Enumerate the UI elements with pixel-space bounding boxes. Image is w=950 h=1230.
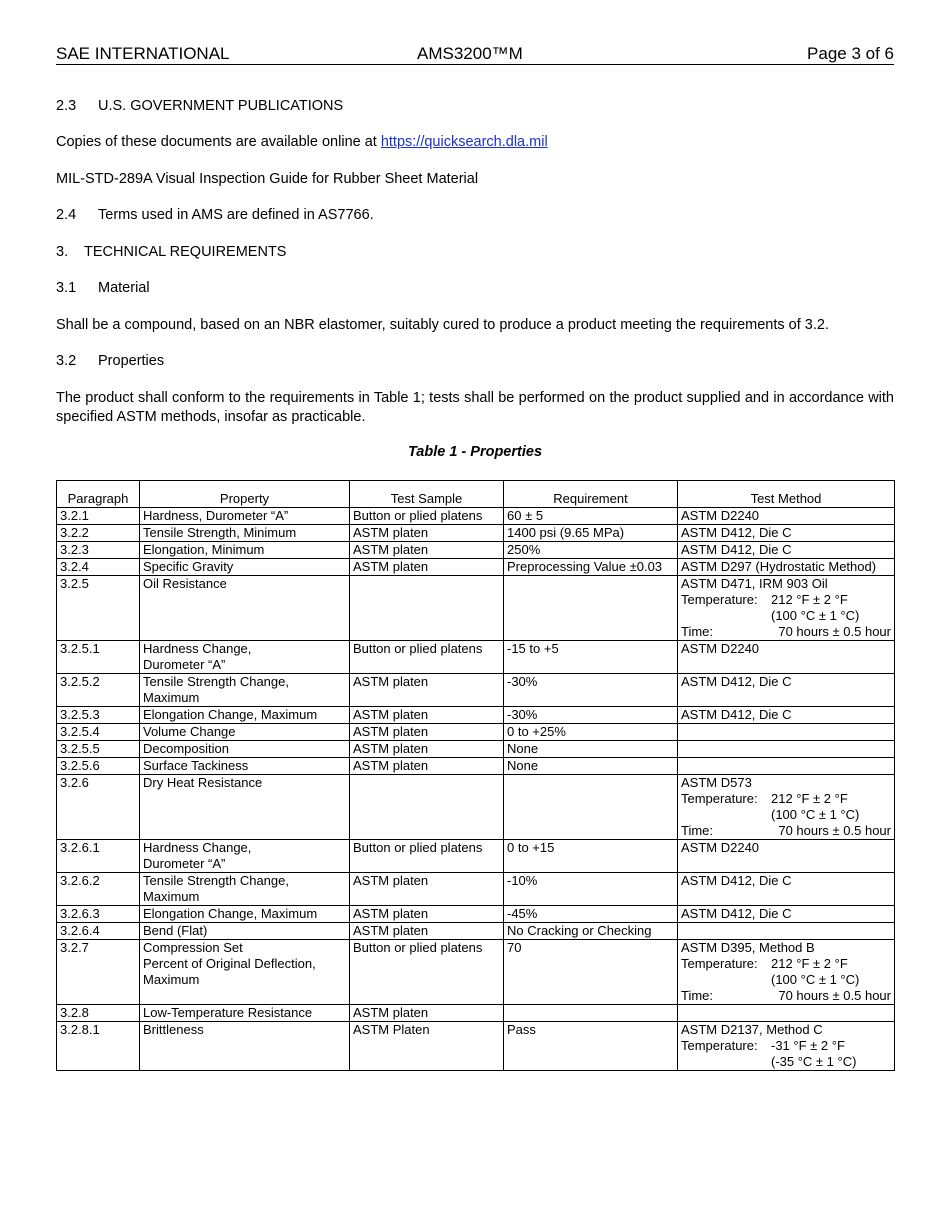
method-line: ASTM D412, Die C [681,873,792,888]
table-row [57,724,895,741]
cell-test-sample: ASTM platen [350,923,504,940]
condition-label [681,807,771,823]
header-test-sample: Test Sample [350,481,504,508]
cell-requirement: 70 [504,940,678,1005]
table-row [57,1022,895,1071]
section-number: 3.2 [56,353,77,369]
dla-link[interactable]: https://quicksearch.dla.mil [380,134,548,150]
property-line: Volume Change [143,724,236,739]
cell-requirement [504,576,678,641]
cell-test-method [678,542,895,559]
method-line [681,758,891,774]
cell-test-sample: ASTM platen [350,707,504,724]
cell-property [140,840,350,873]
cell-test-sample [350,576,504,641]
method-line: ASTM D2240 [681,508,760,523]
condition-label: Time: [681,988,714,1003]
page-header [56,44,894,65]
method-line: ASTM D412, Die C [681,707,792,722]
cell-property [140,707,350,724]
cell-requirement: Pass [504,1022,678,1071]
method-condition [681,956,891,972]
section-3-heading [56,244,286,260]
section-title: TECHNICAL REQUIREMENTS [84,244,287,260]
property-line: Elongation Change, Maximum [143,906,318,921]
section-number: 3.1 [56,280,77,296]
cell-property [140,724,350,741]
condition-label [681,608,771,624]
condition-label: Time: [681,624,714,639]
cell-paragraph: 3.2.2 [57,525,140,542]
cell-test-method [678,724,895,741]
method-condition [681,624,891,640]
method-condition [681,988,891,1004]
condition-value: 212 °F ± 2 °F [771,592,848,607]
table-row [57,775,895,840]
table-row [57,508,895,525]
cell-requirement: 1400 psi (9.65 MPa) [504,525,678,542]
cell-requirement [504,1005,678,1022]
cell-test-method [678,906,895,923]
method-line [681,724,891,740]
section-number: 2.3 [56,98,77,114]
condition-label: Time: [681,823,714,838]
cell-test-sample [350,775,504,840]
section-title: Properties [98,353,165,369]
method-condition [681,791,891,807]
property-line: Decomposition [143,741,229,756]
cell-requirement: None [504,758,678,775]
cell-property [140,923,350,940]
method-line [681,741,891,757]
section-number: 3. [56,244,69,260]
property-line: Elongation, Minimum [143,542,265,557]
cell-requirement: Preprocessing Value ±0.03 [504,559,678,576]
cell-paragraph: 3.2.6.2 [57,873,140,906]
cell-test-method [678,1005,895,1022]
method-condition [681,807,891,823]
cell-requirement: 60 ± 5 [504,508,678,525]
property-line: Hardness Change, [143,641,252,656]
cell-property [140,758,350,775]
cell-paragraph: 3.2.5.6 [57,758,140,775]
property-line: Brittleness [143,1022,204,1037]
table-row [57,576,895,641]
cell-requirement: -30% [504,707,678,724]
property-line: Bend (Flat) [143,923,208,938]
property-line: Elongation Change, Maximum [143,707,318,722]
cell-test-sample: Button or plied platens [350,840,504,873]
method-line: ASTM D412, Die C [681,525,792,540]
table-row [57,741,895,758]
property-line: Durometer “A” [143,856,226,871]
condition-value: (100 °C ± 1 °C) [771,972,860,987]
method-condition [681,823,891,839]
table-row [57,1005,895,1022]
cell-test-sample: ASTM platen [350,724,504,741]
cell-requirement: None [504,741,678,758]
properties-table [56,480,895,1071]
table-row [57,641,895,674]
cell-paragraph: 3.2.6.4 [57,923,140,940]
property-line: Tensile Strength, Minimum [143,525,297,540]
property-line: Tensile Strength Change, [143,873,289,888]
cell-paragraph: 3.2.5.1 [57,641,140,674]
section-title: U.S. GOVERNMENT PUBLICATIONS [98,98,344,114]
cell-paragraph: 3.2.7 [57,940,140,1005]
cell-requirement [504,775,678,840]
header-page-number: Page 3 of 6 [807,44,894,63]
header-property: Property [140,481,350,508]
table-row [57,923,895,940]
cell-requirement: 250% [504,542,678,559]
condition-value: -31 °F ± 2 °F [771,1038,845,1053]
property-line: Durometer “A” [143,657,226,672]
method-line [681,1005,891,1021]
cell-test-method [678,873,895,906]
method-line: ASTM D297 (Hydrostatic Method) [681,559,877,574]
condition-value: (-35 °C ± 1 °C) [771,1054,857,1069]
cell-requirement: No Cracking or Checking [504,923,678,940]
cell-test-method [678,940,895,1005]
property-line: Hardness Change, [143,840,252,855]
cell-test-method [678,741,895,758]
cell-test-method [678,576,895,641]
section-3-2-heading [56,353,164,369]
property-line: Surface Tackiness [143,758,249,773]
cell-property [140,641,350,674]
cell-test-method [678,1022,895,1071]
header-test-method: Test Method [678,481,895,508]
cell-paragraph: 3.2.5.2 [57,674,140,707]
section-title: Material [98,280,150,296]
table-row [57,559,895,576]
section-2-4 [56,207,374,223]
condition-value: (100 °C ± 1 °C) [771,807,860,822]
property-line: Hardness, Durometer “A” [143,508,289,523]
table-row [57,906,895,923]
condition-label: Temperature: [681,1038,758,1053]
table-row [57,674,895,707]
cell-paragraph: 3.2.5.3 [57,707,140,724]
cell-test-sample: Button or plied platens [350,940,504,1005]
cell-paragraph: 3.2.8.1 [57,1022,140,1071]
condition-value: 212 °F ± 2 °F [771,791,848,806]
condition-value: 70 hours ± 0.5 hour [778,988,891,1003]
table-row [57,707,895,724]
cell-test-method [678,641,895,674]
property-line: Low-Temperature Resistance [143,1005,313,1020]
property-line: Maximum [143,690,200,705]
cell-test-sample: Button or plied platens [350,508,504,525]
cell-test-method [678,775,895,840]
condition-label: Temperature: [681,956,758,971]
table-row [57,758,895,775]
cell-test-method [678,923,895,940]
method-condition [681,972,891,988]
mil-std-reference: MIL-STD-289A Visual Inspection Guide for Rubber Sheet Material [56,171,479,187]
cell-test-method [678,840,895,873]
cell-requirement: -30% [504,674,678,707]
property-line: Compression Set [143,940,243,955]
material-paragraph: Shall be a compound, based on an NBR elastomer, suitably cured to produce a product meeting the requirements of 3.2. [56,317,829,333]
header-requirement: Requirement [504,481,678,508]
cell-test-sample: ASTM platen [350,542,504,559]
cell-property [140,906,350,923]
cell-property [140,559,350,576]
method-line: ASTM D2240 [681,641,760,656]
properties-paragraph: The product shall conform to the requirements in Table 1; tests shall be performed on the product supplied and in accordance with specified ASTM methods, insofar as practicable. [56,390,894,425]
method-line: ASTM D412, Die C [681,542,792,557]
cell-test-sample: ASTM platen [350,873,504,906]
cell-test-method [678,525,895,542]
cell-test-method [678,674,895,707]
cell-property [140,525,350,542]
header-doc-number: AMS3200™M [417,44,523,63]
cell-property [140,775,350,840]
cell-test-sample: ASTM platen [350,741,504,758]
property-line: Percent of Original Deflection, [143,956,316,971]
cell-paragraph: 3.2.5.4 [57,724,140,741]
cell-property [140,873,350,906]
cell-property [140,1022,350,1071]
cell-test-sample: ASTM platen [350,674,504,707]
property-line: Maximum [143,972,200,987]
cell-property [140,576,350,641]
cell-paragraph: 3.2.6 [57,775,140,840]
property-line: Specific Gravity [143,559,234,574]
condition-label [681,1054,771,1070]
cell-paragraph: 3.2.4 [57,559,140,576]
property-line: Maximum [143,889,200,904]
cell-property [140,741,350,758]
property-line: Oil Resistance [143,576,227,591]
table-row [57,840,895,873]
method-line: ASTM D2240 [681,840,760,855]
method-line: ASTM D471, IRM 903 Oil [681,576,828,591]
table-header-row [57,481,895,508]
cell-test-sample: ASTM platen [350,758,504,775]
cell-requirement: 0 to +25% [504,724,678,741]
section-text: Terms used in AMS are defined in AS7766. [98,207,374,223]
table-row [57,940,895,1005]
condition-value: (100 °C ± 1 °C) [771,608,860,623]
cell-test-method [678,758,895,775]
cell-property [140,508,350,525]
property-line: Dry Heat Resistance [143,775,263,790]
section-2-3-heading [56,98,343,114]
cell-test-sample: ASTM platen [350,1005,504,1022]
cell-test-sample: ASTM Platen [350,1022,504,1071]
cell-paragraph: 3.2.3 [57,542,140,559]
cell-requirement: -45% [504,906,678,923]
method-line: ASTM D412, Die C [681,674,792,689]
header-org: SAE INTERNATIONAL [56,44,230,63]
cell-test-sample: ASTM platen [350,906,504,923]
cell-test-sample: ASTM platen [350,559,504,576]
cell-test-method [678,508,895,525]
property-line: Tensile Strength Change, [143,674,289,689]
condition-label: Temperature: [681,592,758,607]
cell-paragraph: 3.2.5 [57,576,140,641]
table-row [57,542,895,559]
cell-requirement: -15 to +5 [504,641,678,674]
method-condition [681,1038,891,1054]
table-row [57,525,895,542]
cell-property [140,940,350,1005]
method-condition [681,608,891,624]
condition-value: 70 hours ± 0.5 hour [778,823,891,838]
method-line: ASTM D395, Method B [681,940,815,955]
method-line: ASTM D2137, Method C [681,1022,823,1037]
method-line: ASTM D412, Die C [681,906,792,921]
table-caption: Table 1 - Properties [407,444,543,460]
condition-value: 70 hours ± 0.5 hour [778,624,891,639]
cell-paragraph: 3.2.6.1 [57,840,140,873]
cell-property [140,1005,350,1022]
cell-paragraph: 3.2.5.5 [57,741,140,758]
method-line [681,923,891,939]
method-line: ASTM D573 [681,775,752,790]
section-3-1-heading [56,280,150,296]
cell-paragraph: 3.2.8 [57,1005,140,1022]
cell-property [140,674,350,707]
section-number: 2.4 [56,207,77,223]
condition-value: 212 °F ± 2 °F [771,956,848,971]
copies-text: Copies of these documents are available online at [56,134,381,150]
condition-label: Temperature: [681,791,758,806]
header-paragraph: Paragraph [57,481,140,508]
table-row [57,873,895,906]
cell-test-sample: Button or plied platens [350,641,504,674]
cell-paragraph: 3.2.1 [57,508,140,525]
cell-property [140,542,350,559]
cell-paragraph: 3.2.6.3 [57,906,140,923]
cell-test-method [678,707,895,724]
method-condition [681,1054,891,1070]
cell-requirement: 0 to +15 [504,840,678,873]
cell-requirement: -10% [504,873,678,906]
method-condition [681,592,891,608]
condition-label [681,972,771,988]
cell-test-sample: ASTM platen [350,525,504,542]
cell-test-method [678,559,895,576]
copies-paragraph [56,134,548,150]
